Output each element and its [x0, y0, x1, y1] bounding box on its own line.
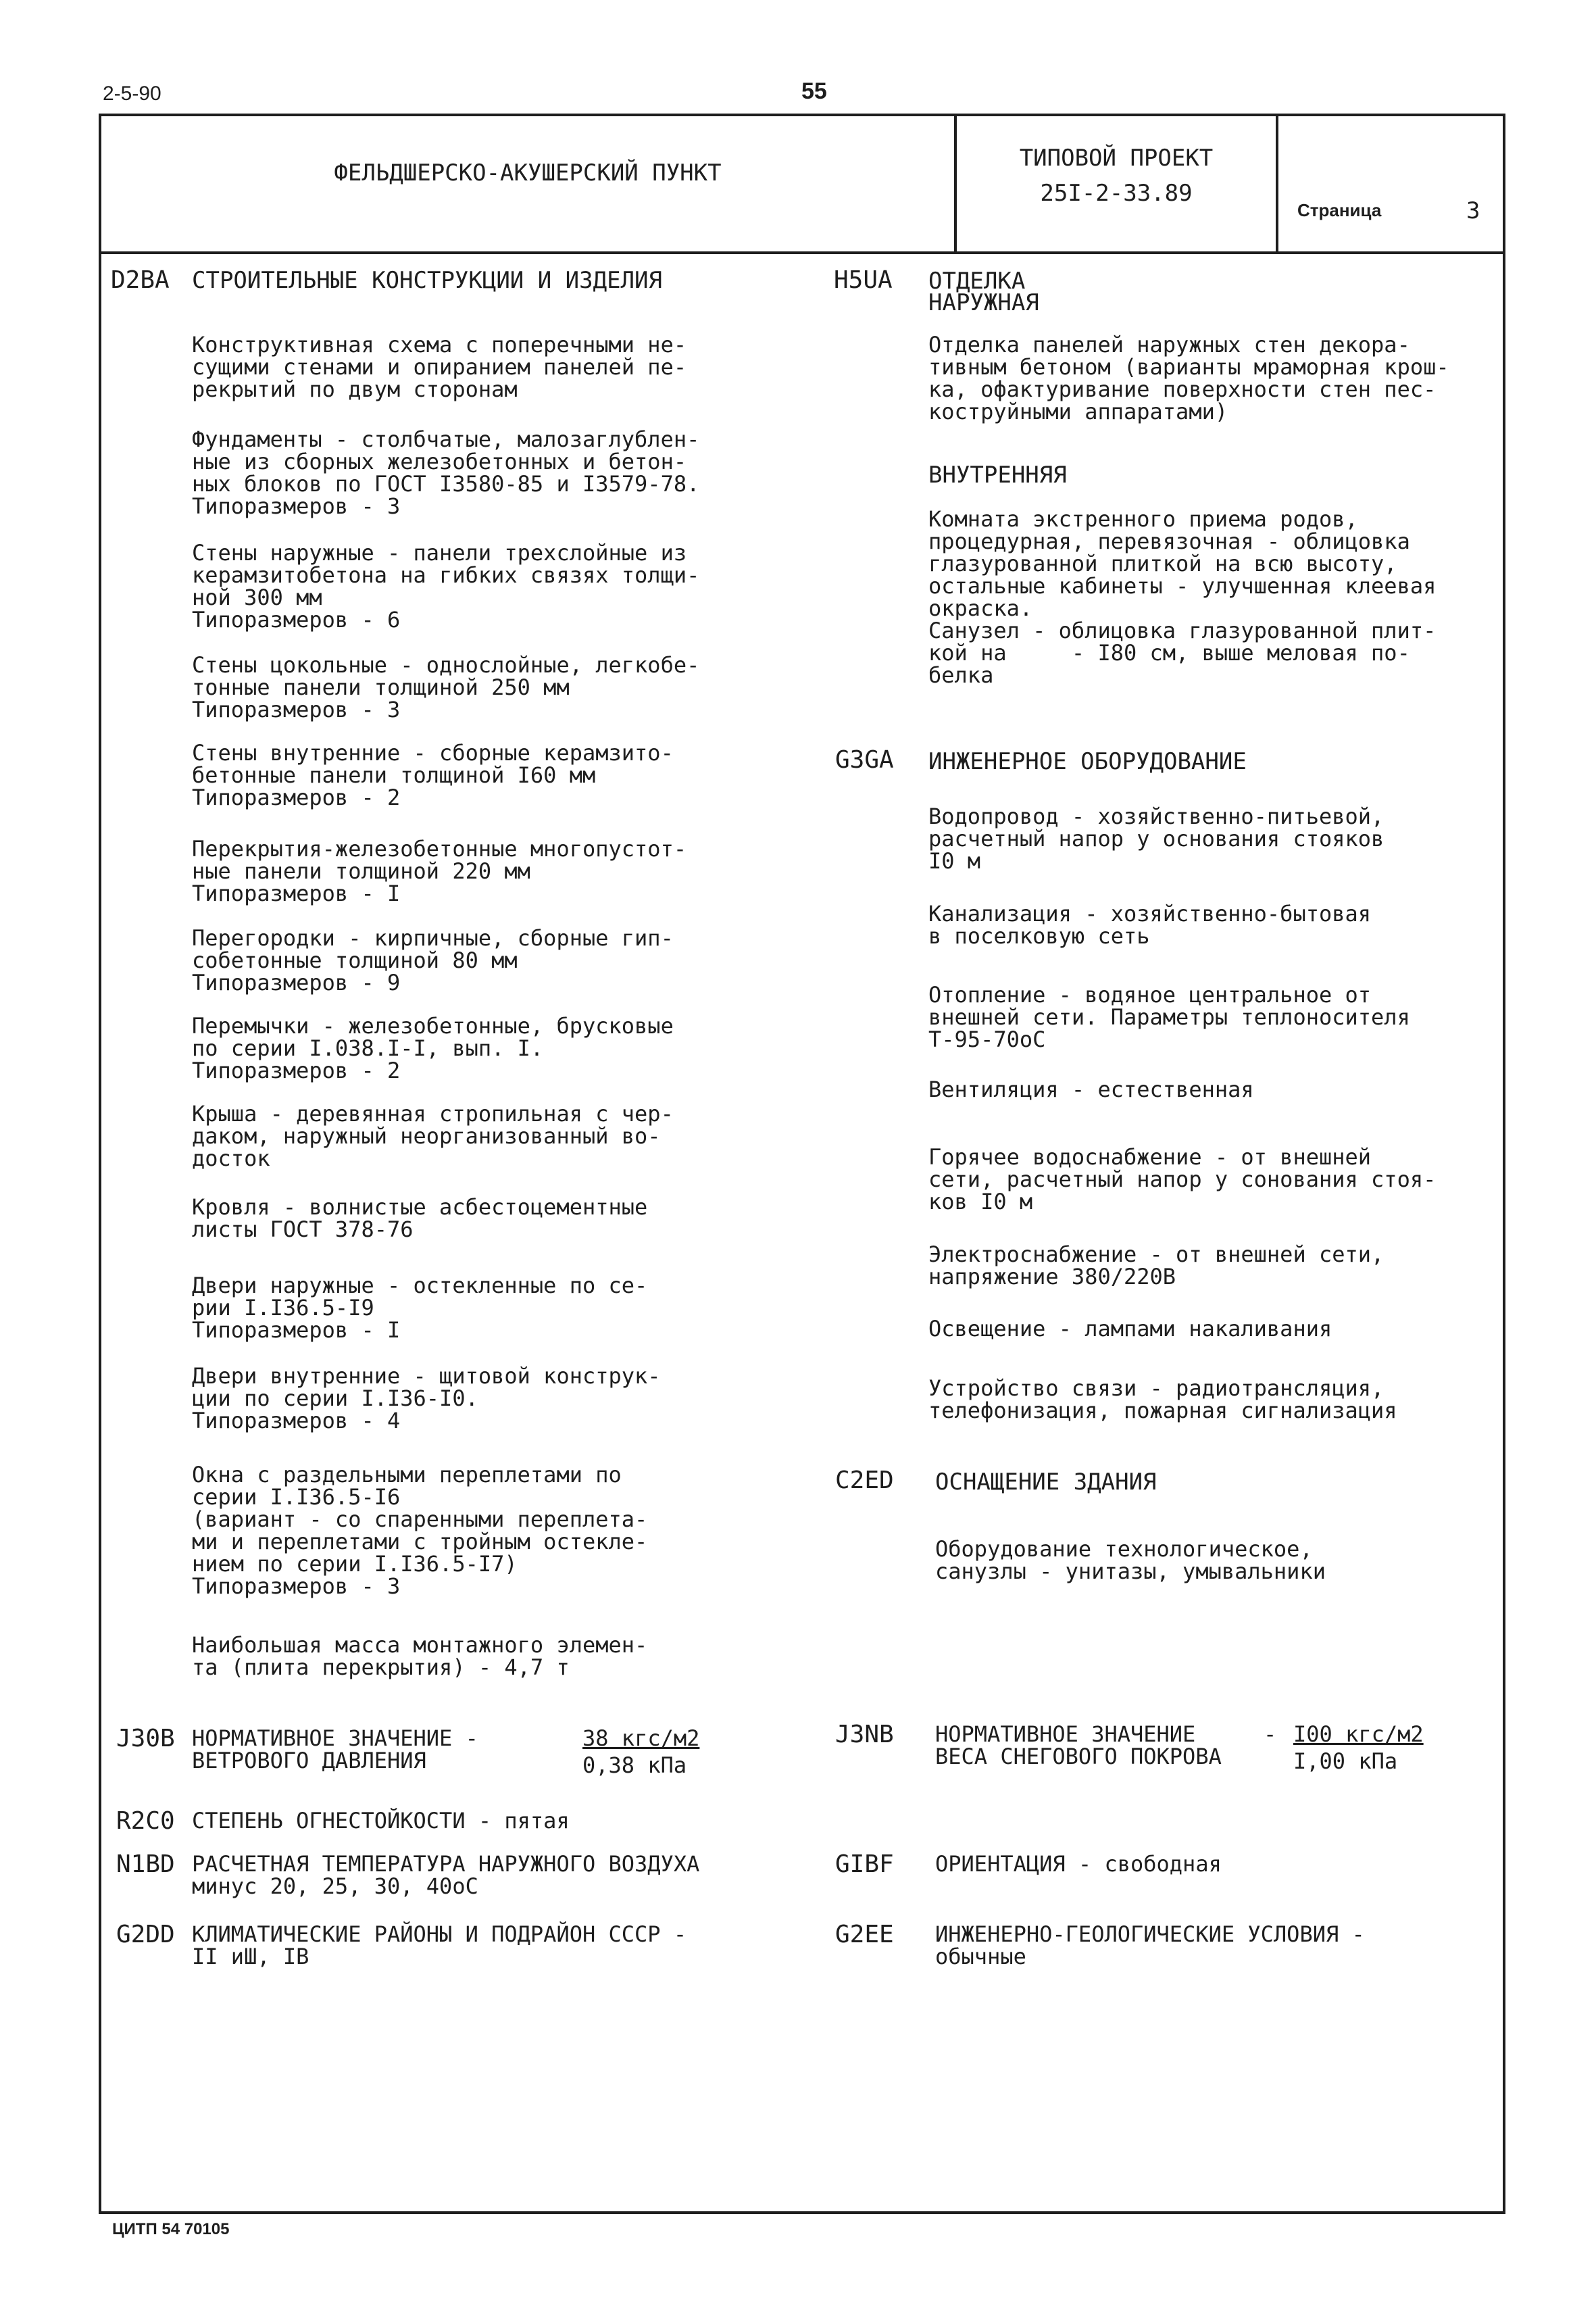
equipment-text: Оборудование технологическое, санузлы - унитазы, умывальники — [935, 1536, 1326, 1584]
engineering-item: Канализация - хозяйственно-бытовая в поселковую сеть — [928, 901, 1372, 949]
engineering-item: Освещение - лампами накаливания — [928, 1316, 1332, 1341]
section-heading-finish: ОТДЕЛКА НАРУЖНАЯ — [928, 268, 1039, 316]
album-page-number: 55 — [801, 78, 827, 104]
structure-item: Перемычки - железобетонные, брусковые по серии I.038.I-I, вып. I. Типоразмеров - 2 — [192, 1013, 674, 1083]
structure-item: Фундаменты - столбчатые, малозаглублен- ные из сборных железобетонных и бетон- ных блоков по ГОСТ I3580-85 и I3579-78. Типоразмеров - 3 — [192, 426, 700, 519]
snow-value-kpa: I,00 кПа — [1293, 1748, 1398, 1774]
orientation-code: GIBF — [835, 1850, 894, 1878]
fire-code: R2C0 — [116, 1807, 175, 1835]
section-heading-engineering: ИНЖЕНЕРНОЕ ОБОРУДОВАНИЕ — [928, 748, 1247, 775]
document-title: ФЕЛЬДШЕРСКО-АКУШЕРСКИЙ ПУНКТ — [334, 159, 722, 187]
section-code: D2BA — [111, 266, 170, 294]
heading-inner: ВНУТРЕННЯЯ — [928, 462, 1067, 489]
temperature-code: N1BD — [116, 1850, 175, 1878]
print-mark: ЦИТП 54 70105 — [112, 2220, 230, 2238]
structure-item: Перекрытия-железобетонные многопустот- ные панели толщиной 220 мм Типоразмеров - I — [192, 836, 687, 906]
snow-code: J3NB — [835, 1721, 894, 1748]
geology-code: G2EE — [835, 1921, 894, 1948]
structure-item: Конструктивная схема с поперечными не- сущими стенами и опиранием панелей пе- рекрытий по двум сторонам — [192, 332, 687, 402]
section-heading-equipment: ОСНАЩЕНИЕ ЗДАНИЯ — [935, 1469, 1157, 1496]
structure-item: Крыша - деревянная стропильная с чер- даком, наружный неорганизованный во- досток — [192, 1101, 674, 1171]
engineering-item: Устройство связи - радиотрансляция, телефонизация, пожарная сигнализация — [928, 1375, 1397, 1423]
orientation-text: ОРИЕНТАЦИЯ - свободная — [935, 1851, 1222, 1877]
section-heading-structures: СТРОИТЕЛЬНЫЕ КОНСТРУКЦИИ И ИЗДЕЛИЯ — [192, 267, 662, 294]
sheet-code: 2-5-90 — [103, 82, 161, 105]
section-code: G3GA — [835, 746, 894, 774]
geology-text: ИНЖЕНЕРНО-ГЕОЛОГИЧЕСКИЕ УСЛОВИЯ - обычные — [935, 1921, 1365, 1969]
engineering-item: Вентиляция - естественная — [928, 1077, 1254, 1102]
section-code: H5UA — [834, 266, 893, 294]
structure-item: Стены наружные - панели трехслойные из керамзитобетона на гибких связях толщи- ной 300 мм Типоразмеров - 6 — [192, 540, 700, 633]
section-code: C2ED — [835, 1467, 894, 1494]
document-frame — [99, 114, 1505, 2214]
wind-value-kgf: 38 кгс/м2 — [582, 1725, 700, 1751]
finish-inner: Комната экстренного приема родов, процедурная, перевязочная - облицовка глазурованной плиткой на всю высоту, остальные кабинеты - улучшенная клеевая окраска. Санузел - облицовка глазурованной плит- кой на - I80 см, выше меловая по- белка — [928, 506, 1437, 688]
wind-code: J30B — [116, 1725, 175, 1752]
project-block — [957, 141, 1276, 211]
snow-dash: - — [1264, 1721, 1277, 1747]
project-number: 25I-2-33.89 — [1040, 180, 1193, 207]
finish-outer: Отделка панелей наружных стен декора- тивным бетоном (варианты мраморная крош- ка, офактуривание поверхности стен пес- коструйными аппаратами) — [928, 332, 1449, 424]
structure-item: Окна с раздельными переплетами по серии I.I36.5-I6 (вариант - со спаренными переплета- ми и переплетами с тройным остекле- нием по серии I.I36.5-I7) Типоразмеров - 3 — [192, 1462, 648, 1599]
structure-item: Стены цокольные - однослойные, легкобе- тонные панели толщиной 250 мм Типоразмеров - 3 — [192, 652, 700, 722]
header-column-divider — [1276, 116, 1278, 251]
wind-value-kpa: 0,38 кПа — [582, 1752, 687, 1778]
fire-resistance: СТЕПЕНЬ ОГНЕСТОЙКОСТИ - пятая — [192, 1808, 570, 1833]
page-number: 3 — [1466, 197, 1480, 224]
outdoor-temperature: РАСЧЕТНАЯ ТЕМПЕРАТУРА НАРУЖНОГО ВОЗДУХА минус 20, 25, 30, 40оС — [192, 1851, 700, 1899]
engineering-item: Горячее водоснабжение - от внешней сети, расчетный напор у сонования стоя- ков I0 м — [928, 1144, 1437, 1214]
structure-item: Наибольшая масса монтажного элемен- та (плита перекрытия) - 4,7 т — [192, 1632, 648, 1680]
structure-item: Двери внутренние - щитовой конструк- ции по серии I.I36-I0. Типоразмеров - 4 — [192, 1363, 661, 1433]
climate-code: G2DD — [116, 1921, 175, 1948]
wind-label: НОРМАТИВНОЕ ЗНАЧЕНИЕ - ВЕТРОВОГО ДАВЛЕНИЯ — [192, 1725, 478, 1773]
structure-item: Кровля - волнистые асбестоцементные листы ГОСТ 378-76 — [192, 1194, 648, 1242]
climate-regions: КЛИМАТИЧЕСКИЕ РАЙОНЫ И ПОДРАЙОН СССР - II иШ, IВ — [192, 1921, 687, 1969]
structure-item: Двери наружные - остекленные по се- рии I.I36.5-I9 Типоразмеров - I — [192, 1273, 648, 1343]
engineering-item: Отопление - водяное центральное от внешней сети. Параметры теплоносителя Т-95-70оС — [928, 982, 1410, 1052]
project-label: ТИПОВОЙ ПРОЕКТ — [1019, 145, 1214, 172]
page-label: Страница — [1297, 200, 1382, 220]
snow-value-kgf: I00 кгс/м2 — [1293, 1721, 1424, 1747]
structure-item: Перегородки - кирпичные, сборные гип- собетонные толщиной 80 мм Типоразмеров - 9 — [192, 925, 674, 995]
header-divider — [101, 251, 1503, 254]
structure-item: Стены внутренние - сборные керамзито- бетонные панели толщиной I60 мм Типоразмеров - 2 — [192, 740, 674, 810]
engineering-item: Электроснабжение - от внешней сети, напряжение 380/220В — [928, 1241, 1385, 1289]
snow-label: НОРМАТИВНОЕ ЗНАЧЕНИЕ ВЕСА СНЕГОВОГО ПОКРОВА — [935, 1721, 1222, 1769]
engineering-item: Водопровод - хозяйственно-питьевой, расчетный напор у основания стояков I0 м — [928, 804, 1385, 874]
